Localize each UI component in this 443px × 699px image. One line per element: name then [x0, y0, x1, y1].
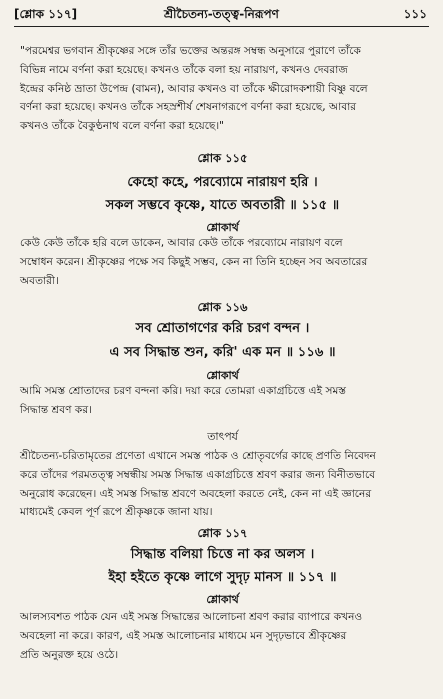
text-line: কখনও তাঁকে বৈকুণ্ঠনাথ বলে বর্ণনা করা হয়েছে।"	[20, 120, 225, 133]
text-line: সিদ্ধান্ত শ্রবণ কর।	[20, 403, 92, 416]
text-line: "পরমেশ্বর ভগবান শ্রীকৃষ্ণের সঙ্গে তাঁর ভক্তের অন্তরঙ্গ সম্বন্ধ অনুসারে পুরাণে তাঁকে	[20, 45, 361, 57]
page-header	[14, 6, 429, 24]
translation-label: শ্লোকার্থ	[206, 221, 239, 234]
text-line: আলস্যবশত পাঠক যেন এই সমস্ত সিদ্ধান্তের আলোচনা শ্রবণ করার ব্যাপারে কখনও	[20, 611, 363, 623]
text-line: কেউ কেউ তাঁকে হরি বলে ডাকেন, আবার কেউ তাঁকে পরব্যোমে নারায়ণ বলে	[20, 237, 343, 249]
page-number: ১১১	[403, 7, 427, 21]
text-line: বর্ণনা করা হয়েছে। কখনও তাঁকে সহস্রশীর্ষ শেষনাগরূপে বর্ণনা করা হয়েছে, আবার	[20, 101, 357, 114]
verse-line: এ সব সিদ্ধান্ত শুন, করি' এক মন ॥ ১১৬ ॥	[109, 345, 336, 360]
text-line: ইন্দ্রের কনিষ্ঠ ভ্রাতা উপেন্দ্র (বামন), আবার কখনও বা তাঁকে ক্ষীরোদকশায়ী বিষ্ণু বলে	[20, 82, 368, 95]
text-line: করে তাঁদের পরমতত্ত্ব সম্বন্ধীয় সমস্ত সিদ্ধান্ত একাগ্রচিত্তে শ্রবণ করার জন্য বিনীতভাবে	[20, 468, 376, 481]
translation-115	[20, 234, 425, 290]
text-line: অবতারী।	[20, 274, 59, 287]
verse-line: সকল সম্ভবে কৃষ্ণে, যাতে অবতারী ॥ ১১৫ ॥	[105, 198, 340, 213]
translation-116	[20, 382, 425, 420]
verse-heading: শ্লোক ১১৭	[197, 526, 248, 540]
verse-line: ইহা হইতে কৃষ্ণে লাগে সুদৃঢ় মানস ॥ ১১৭ ॥	[108, 570, 337, 585]
purport-116	[20, 447, 425, 522]
verse-heading: শ্লোক ১১৫	[197, 151, 248, 165]
purport-label: তাৎপর্য	[207, 430, 238, 443]
verse-line: কেহো কহে, পরব্যোমে নারায়ণ হরি ।	[127, 175, 318, 190]
text-line: আমি সমস্ত শ্রোতাদের চরণ বন্দনা করি। দয়া করে তোমরা একাগ্রচিত্তে এই সমস্ত	[20, 385, 346, 397]
verse-heading: শ্লোক ১১৬	[197, 300, 248, 314]
header-verse-ref: [শ্লোক ১১৭]	[14, 7, 78, 21]
text-line: প্রতি অনুরক্ত হয়ে ওঠে।	[20, 648, 119, 661]
header-chapter-title: শ্রীচৈতন্য-তত্ত্ব-নিরূপণ	[164, 7, 279, 21]
text-line: অবহেলা না করে। কারণ, এই সমস্ত আলোচনার মাধ্যমে মন সুদৃঢ়ভাবে শ্রীকৃষ্ণের	[20, 629, 347, 642]
text-line: অনুরোধ করেছেন। এই সমস্ত সিদ্ধান্ত শ্রবণে অবহেলা করতে নেই, কেন না এই জ্ঞানের	[20, 487, 372, 500]
verse-line: সিদ্ধান্ত বলিয়া চিত্তে না কর অলস ।	[130, 547, 315, 562]
verse-line: সব শ্রোতাগণের করি চরণ বন্দন ।	[135, 321, 310, 336]
translation-label: শ্লোকার্থ	[206, 593, 239, 606]
text-line: শ্রীচৈতন্য-চরিতামৃতের প্রণেতা এখানে সমস্ত পাঠক ও শ্রোতৃবর্গের কাছে প্রণতি নিবেদন	[20, 450, 376, 462]
translation-label: শ্লোকার্থ	[206, 369, 239, 382]
purport-heading-wrap	[20, 428, 425, 448]
intro-paragraph	[20, 42, 425, 136]
text-line: বিভিন্ন নামে বর্ণনা করা হয়েছে। কখনও তাঁকে বলা হয় নারায়ণ, কখনও দেবরাজ	[20, 63, 348, 76]
text-line: মাধ্যমেই কেবল পূর্ণ রূপে শ্রীকৃষ্ণকে জানা যায়।	[20, 506, 213, 519]
text-line: সম্বোধন করেন। শ্রীকৃষ্ণের পক্ষে সব কিছুই সম্ভব, কেন না তিনি হচ্ছেন সব অবতারের	[20, 255, 368, 268]
translation-117	[20, 608, 425, 664]
header-rule	[14, 26, 429, 27]
